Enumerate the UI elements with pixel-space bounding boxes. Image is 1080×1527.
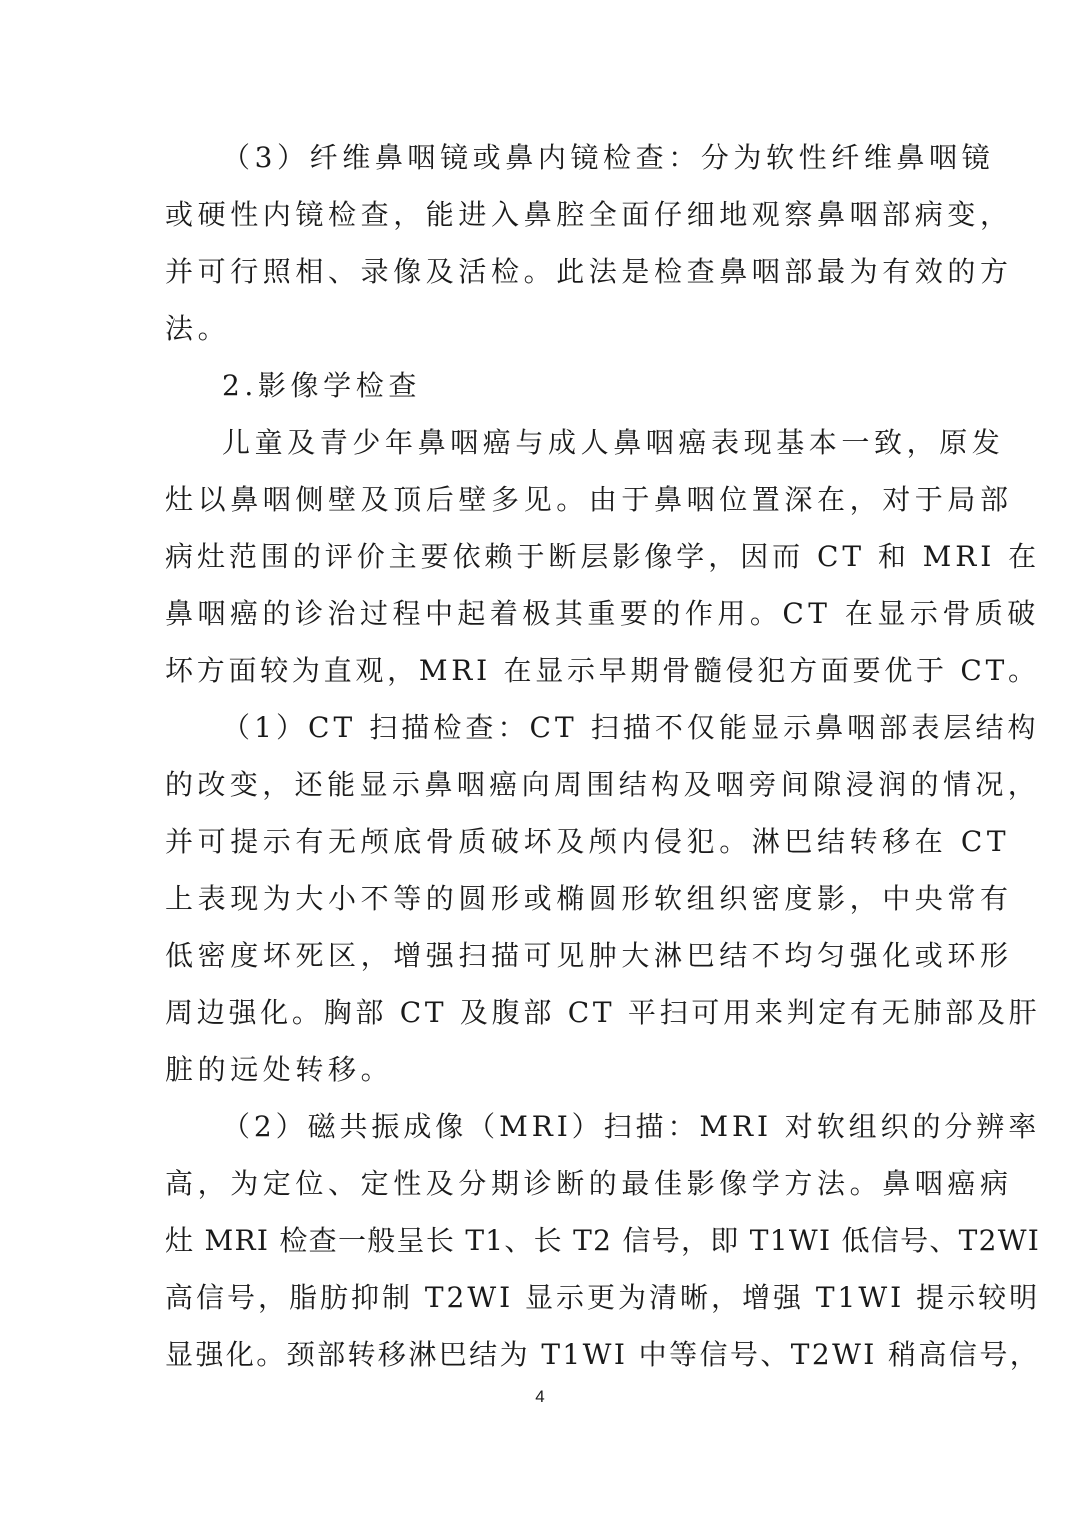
text-line: 病灶范围的评价主要依赖于断层影像学，因而 CT 和 MRI 在 <box>165 540 1041 573</box>
text-line: 灶 MRI 检查一般呈长 T1、长 T2 信号，即 T1WI 低信号、T2WI <box>165 1224 1041 1257</box>
text-line: 周边强化。胸部 CT 及腹部 CT 平扫可用来判定有无肺部及肝 <box>165 996 1041 1029</box>
text-line: 法。 <box>165 312 231 345</box>
text-line: 或硬性内镜检查，能进入鼻腔全面仔细地观察鼻咽部病变， <box>165 198 1013 231</box>
text-line: 并可行照相、录像及活检。此法是检查鼻咽部最为有效的方 <box>165 255 1013 288</box>
text-line: 并可提示有无颅底骨质破坏及颅内侵犯。淋巴结转移在 CT <box>165 825 1011 858</box>
page-number: 4 <box>535 1387 545 1406</box>
text-line: （3）纤维鼻咽镜或鼻内镜检查：分为软性纤维鼻咽镜 <box>222 141 995 174</box>
text-line: 低密度坏死区，增强扫描可见肿大淋巴结不均匀强化或环形 <box>165 939 1013 972</box>
text-line: 高信号，脂肪抑制 T2WI 显示更为清晰，增强 T1WI 提示较明 <box>165 1281 1041 1314</box>
text-line: 显强化。颈部转移淋巴结为 T1WI 中等信号、T2WI 稍高信号， <box>165 1338 1041 1371</box>
text-line: 的改变，还能显示鼻咽癌向周围结构及咽旁间隙浸润的情况， <box>165 768 1041 801</box>
text-line: （2）磁共振成像（MRI）扫描：MRI 对软组织的分辨率 <box>222 1110 1041 1143</box>
text-line: 坏方面较为直观，MRI 在显示早期骨髓侵犯方面要优于 CT。 <box>165 654 1040 687</box>
text-line: 鼻咽癌的诊治过程中起着极其重要的作用。CT 在显示骨质破 <box>165 597 1040 630</box>
text-line: 灶以鼻咽侧壁及顶后壁多见。由于鼻咽位置深在，对于局部 <box>165 483 1013 516</box>
text-line: 高，为定位、定性及分期诊断的最佳影像学方法。鼻咽癌病 <box>165 1167 1013 1200</box>
text-line: （1）CT 扫描检查：CT 扫描不仅能显示鼻咽部表层结构 <box>222 711 1040 744</box>
text-line: 脏的远处转移。 <box>165 1053 394 1086</box>
section-heading: 2.影像学检查 <box>222 369 421 402</box>
text-line: 上表现为大小不等的圆形或椭圆形软组织密度影，中央常有 <box>165 882 1013 915</box>
text-line: 儿童及青少年鼻咽癌与成人鼻咽癌表现基本一致，原发 <box>222 426 1005 459</box>
